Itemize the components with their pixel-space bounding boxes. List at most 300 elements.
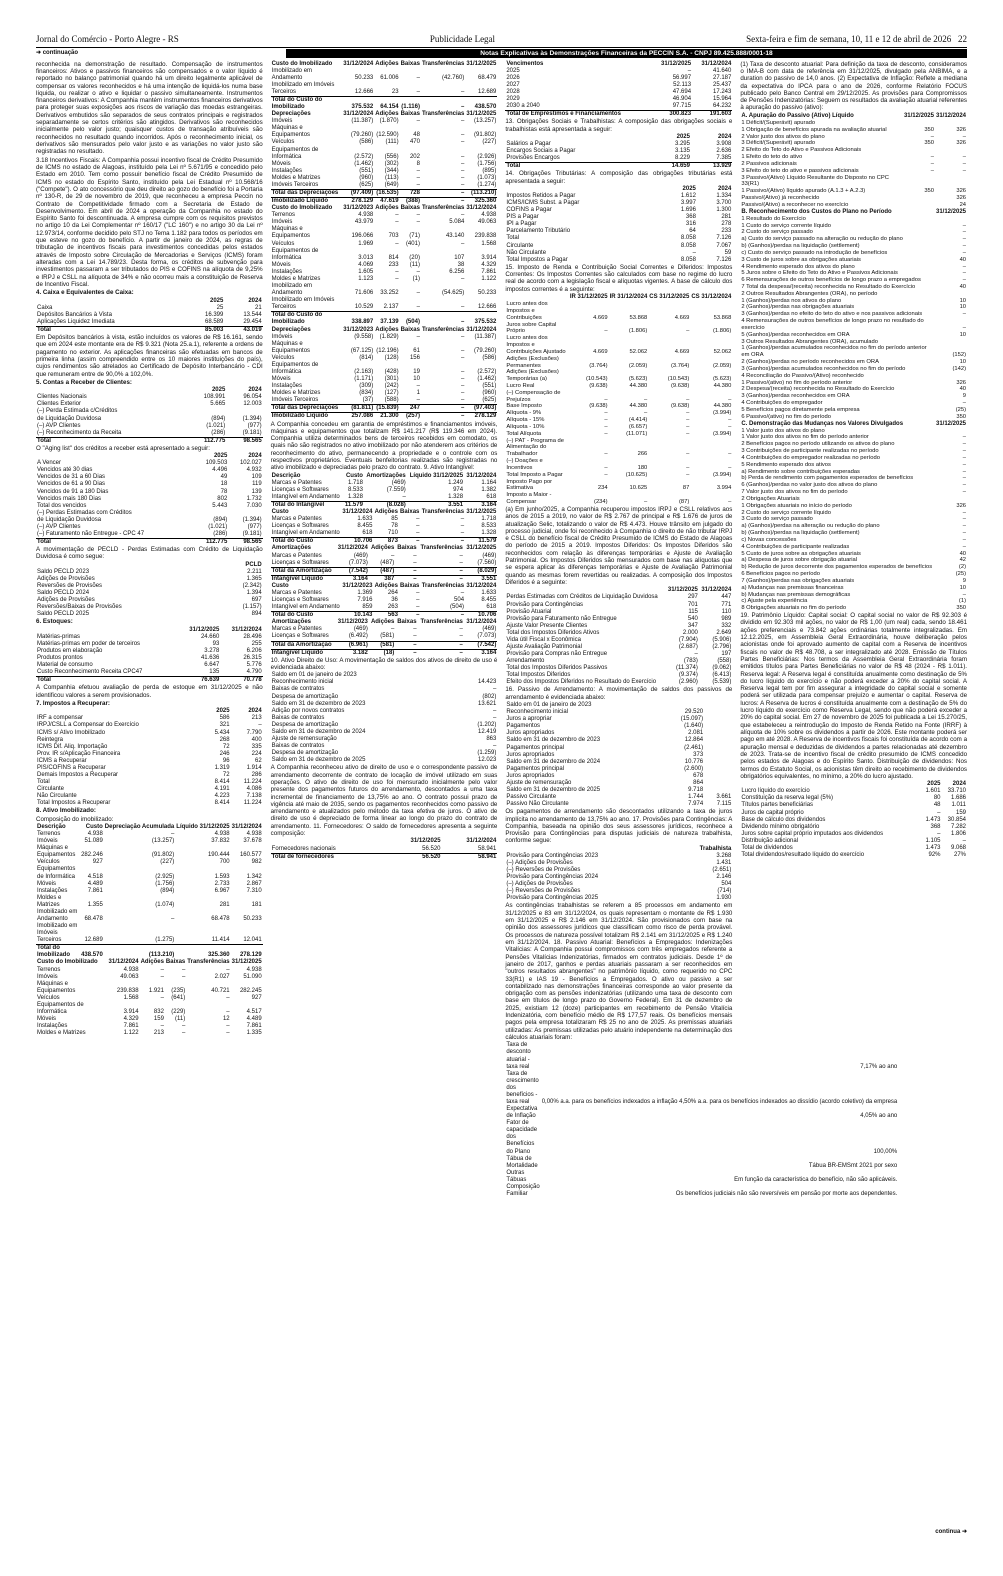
- table-cell: 3 (Ganhos)/perdas reconhecidos em ORA: [741, 393, 850, 400]
- table-header-row: [271, 327, 498, 334]
- table-cell: Máquinas e Equipamentos: [271, 340, 311, 354]
- table-row: [271, 729, 498, 736]
- table-row: [271, 139, 498, 146]
- table-row: [740, 482, 967, 489]
- table-cell: Total: [37, 779, 50, 786]
- table-cell: 7 Valor justo dos ativos no fim do período: [741, 489, 848, 496]
- table-cell: Passivo Circulante: [506, 794, 557, 801]
- table-row: [271, 757, 498, 764]
- table-row: [36, 655, 263, 662]
- table-cell: ICMS a Recuperar: [37, 757, 87, 764]
- table-cell: (1.394): [242, 415, 262, 422]
- table-row: [271, 641, 498, 649]
- table-cell: (1.462): [354, 160, 374, 167]
- table-cell: ICMS Dif. Aliq. Importação: [37, 743, 108, 750]
- paragraph: (a) Em junho/2025, a Companhia recuperou impostos IRPJ e CSLL relativos aos anos de 2015 a 2019, no valor de R$ 2.767 de principal e R$ 1.676 de juros de atualização Selic, totalizando o valor de R$ 4.473. Houve trânsito em julgado do processo judicial, onde foi reconhecido à Companhia o direito de não tributar IRPJ e CSLL do benefício fiscal de Crédito Presumido de ICMS do Estado de Alagoas do período de 2015 a 2019. Impostos Diferidos: Os Impostos Diferidos são reconhecidos com relação às diferenças temporárias e Ajuste de Avaliação Patrimonial. Os Impostos Diferidos são mensurados com base nas alíquotas que se espera aplicar às diferenças temporárias e Ajuste de Avaliação Patrimonial quando as mesmas forem revertidas ou realizadas. A composição dos Impostos Diferidos é a seguinte:: [505, 505, 733, 587]
- table-row: [740, 380, 967, 387]
- table-row: [505, 403, 732, 410]
- table-cell: 93: [212, 640, 220, 647]
- table-cell: 49: [220, 474, 228, 481]
- table-cell: 332: [721, 622, 732, 629]
- table-cell: (–) AVP Clientes: [37, 523, 81, 530]
- column-header: [36, 298, 186, 305]
- column-header: 31/12/2024: [343, 111, 374, 118]
- table-cell: 2.649: [716, 629, 732, 636]
- table-cell: 8 Obrigações atuariais no fim do período: [741, 605, 847, 612]
- table-cell: 1 (Ganhos)/perdas acumulados reconhecidos no fim do período anterior em ORA: [741, 345, 927, 359]
- table-cell: 1 Passivo/(Ativo) líquido apurado (A.1.3 + A.2.3): [741, 188, 866, 195]
- table-row: [505, 424, 732, 431]
- table-cell: 6 Benefícios pagos no período: [741, 571, 820, 578]
- table-cell: Juros apropriados: [506, 751, 555, 758]
- table-cell: Produtos prontos: [37, 655, 83, 662]
- table-cell: [935, 120, 967, 127]
- table-cell: –: [460, 275, 465, 282]
- table-cell: 18: [220, 481, 228, 488]
- table-cell: Alíquota - 15%: [506, 417, 545, 424]
- lease-liability-table: [505, 702, 732, 808]
- table-cell: 2.027: [214, 973, 230, 980]
- table-cell: (9.558): [354, 333, 374, 340]
- table-cell: (3.994): [712, 410, 732, 417]
- table-row: [505, 235, 732, 242]
- table-row: [505, 335, 732, 355]
- table-cell: 12.666: [477, 304, 497, 311]
- table-cell: 33.252: [380, 290, 399, 297]
- table-cell: 233: [388, 261, 399, 268]
- table-header-row: [271, 509, 498, 516]
- table-cell: 3.997: [680, 200, 696, 207]
- table-cell: 2 Outros Resultados Abrangentes (ORA), no período: [741, 290, 878, 297]
- table-cell: Expectativa de Inflação: [506, 1106, 538, 1120]
- table-row: [36, 401, 263, 408]
- table-row: [740, 291, 967, 298]
- table-cell: 50.233: [477, 290, 497, 297]
- paragraph: Composição do imobilizado:: [36, 815, 114, 823]
- table-cell: (15.097): [680, 716, 704, 723]
- table-row: [36, 793, 263, 800]
- table-row: [740, 817, 967, 824]
- table-cell: 96: [222, 757, 230, 764]
- table-cell: (302): [384, 160, 399, 167]
- table-cell: 1.806: [951, 830, 967, 837]
- column-header: [740, 781, 920, 788]
- table-row: [36, 430, 263, 438]
- table-row: [505, 679, 732, 686]
- table-cell: (10.543): [667, 376, 690, 383]
- table-cell: de Liquidação Duvidosa: [37, 415, 102, 422]
- column-header: 31/12/2024: [466, 619, 497, 626]
- table-cell: 5.776: [246, 662, 262, 669]
- table-cell: (581): [369, 641, 395, 649]
- table-cell: (1.806): [712, 328, 732, 335]
- table-cell: 98.565: [226, 437, 262, 445]
- table-cell: (20): [409, 254, 420, 261]
- table-cell: Total das Depreciações: [271, 190, 343, 198]
- table-header-row: [271, 473, 498, 480]
- table-cell: (1.806): [628, 328, 648, 335]
- table-cell: 7.067: [716, 242, 732, 249]
- table-cell: 3 Passivo/(Ativo) Líquido Resultante do Disposto no CPC 33(R1): [741, 174, 889, 188]
- table-cell: 3.661: [716, 794, 732, 801]
- table-cell: –: [604, 471, 608, 478]
- table-cell: 586: [219, 715, 230, 722]
- table-cell: –: [181, 966, 186, 973]
- table-row: [36, 744, 263, 751]
- table-cell: Fornecedores nacionais: [271, 845, 336, 852]
- column-header: 31/12/2025: [935, 420, 967, 427]
- table-cell: Alíquota - 9%: [506, 410, 542, 417]
- table-cell: 1 Custo do serviço corrente líquido: [741, 222, 831, 229]
- table-cell: (469): [353, 552, 368, 559]
- table-cell: –: [421, 405, 465, 413]
- table-cell: 4.518: [87, 873, 103, 880]
- table-cell: –: [728, 451, 732, 458]
- table-row: [505, 68, 732, 75]
- table-cell: –: [416, 268, 420, 275]
- table-cell: (1.074): [155, 901, 175, 908]
- table-row: [36, 758, 263, 765]
- table-cell: (9.638): [589, 383, 608, 389]
- table-row: [740, 852, 967, 859]
- table-row: [36, 786, 263, 793]
- table-cell: (9.638): [589, 403, 608, 410]
- table-row: [505, 322, 732, 336]
- column-header: 31/12/2024: [466, 326, 497, 333]
- table-cell: 3 Custo de juros sobre as obrigações atuariais: [741, 256, 861, 263]
- table-cell: Clientes Nacionais: [37, 394, 87, 401]
- table-row: [740, 264, 967, 271]
- fixed-assets-movement-table: [36, 959, 263, 1037]
- table-cell: 6.647: [204, 662, 220, 669]
- table-cell: c) Novas concessões: [741, 536, 797, 543]
- table-cell: –: [493, 714, 497, 721]
- table-cell: 1.593: [214, 873, 230, 880]
- table-row: [36, 751, 263, 758]
- table-cell: –: [226, 994, 230, 1001]
- table-cell: (469): [391, 479, 406, 486]
- table-header-row: [505, 134, 732, 141]
- table-cell: 44.380: [629, 383, 648, 389]
- table-cell: –: [460, 132, 465, 139]
- table-cell: 5.434: [214, 729, 230, 736]
- table-cell: –: [604, 430, 608, 437]
- column-header: Adições: [370, 619, 395, 626]
- column-header: Custo do Imobilizado: [37, 959, 98, 966]
- table-cell: 3.164: [335, 575, 368, 583]
- table-cell: b) (Ganhos)/perdas na liquidação (settlement): [741, 243, 860, 250]
- table-cell: 8.455: [481, 597, 497, 604]
- column-header: [505, 587, 665, 594]
- table-cell: Não Circulante: [506, 249, 547, 256]
- table-cell: b) Mudanças nas premissas demográficas: [741, 591, 851, 598]
- table-row: [271, 168, 498, 175]
- table-row: [271, 708, 498, 715]
- table-cell: 12.864: [684, 737, 704, 744]
- table-row: [271, 633, 498, 641]
- table-cell: –: [416, 212, 420, 219]
- column-header: 31/12/2024: [466, 205, 497, 212]
- table-cell: 224: [251, 750, 262, 757]
- table-cell: Total Impostos a Recuperar: [37, 800, 111, 807]
- table-cell: 1.696: [680, 207, 696, 214]
- table-cell: 44.380: [629, 403, 648, 410]
- table-row: [740, 127, 967, 134]
- table-row: [271, 405, 498, 413]
- table-cell: (401): [405, 240, 420, 247]
- table-header-row: [36, 959, 263, 966]
- column-header: Amortizações: [366, 472, 406, 479]
- table-cell: 1.319: [214, 764, 230, 771]
- table-row: [36, 437, 263, 445]
- table-cell: 1 Obrigações atuariais no início do período: [741, 502, 852, 509]
- table-cell: –: [962, 530, 967, 537]
- table-cell: 108.991: [203, 394, 226, 401]
- table-cell: (2.926): [477, 153, 497, 160]
- table-cell: –: [459, 633, 463, 640]
- table-cell: 974: [453, 486, 464, 493]
- table-cell: 3.914: [481, 254, 497, 261]
- table-cell: 12.041: [243, 937, 262, 944]
- table-cell: Clientes Exterior: [37, 401, 82, 408]
- table-cell: 8: [416, 160, 420, 167]
- table-cell: 19: [413, 368, 420, 375]
- table-row: [36, 765, 263, 772]
- table-cell: 5 Rendimento esperado dos ativos: [741, 461, 831, 468]
- table-cell: Marcas e Patentes: [271, 589, 322, 596]
- table-cell: 7.861: [87, 887, 103, 894]
- table-cell: Lucro antes dos Impostos e Contribuições Ajustado: [506, 335, 566, 355]
- table-cell: –: [460, 181, 465, 188]
- table-row: [36, 569, 263, 576]
- table-cell: 49.063: [120, 973, 139, 980]
- table-cell: (714): [717, 888, 732, 895]
- table-cell: Provisão para Contingências 2025: [506, 895, 599, 902]
- table-cell: Ajuste de remensuração: [506, 779, 572, 786]
- table-row: [271, 530, 498, 538]
- table-cell: 61: [413, 347, 420, 354]
- column-header: 31/12/2024: [466, 838, 497, 845]
- table-cell: (1.394): [242, 516, 262, 523]
- table-cell: 1.930: [716, 895, 732, 902]
- table-row: [505, 472, 732, 479]
- table-cell: Equipamentos de Informática: [37, 866, 76, 880]
- table-cell: 278.129: [342, 198, 374, 206]
- table-cell: 1 Efeito do teto do ativo: [741, 154, 803, 161]
- table-row: [36, 881, 263, 888]
- table-cell: (1.756): [155, 880, 175, 887]
- table-cell: (–) Compensação de Prejuízos: [506, 389, 561, 403]
- table-row: [271, 597, 498, 604]
- table-cell: (6.413): [712, 672, 732, 679]
- table-cell: (814): [359, 354, 374, 361]
- table-cell: 927: [251, 994, 262, 1001]
- column-header: [36, 562, 218, 569]
- table-cell: 2 Benefícios pagos no período utilizando os ativos do plano: [741, 441, 895, 448]
- table-cell: 266: [637, 451, 648, 458]
- table-cell: (1.157): [242, 604, 262, 611]
- table-cell: (25): [955, 571, 967, 578]
- table-cell: Lucro antes dos Impostos e Contribuições: [506, 301, 548, 321]
- table-cell: (1.870): [379, 118, 399, 125]
- depreciation-table: [271, 111, 498, 205]
- table-cell: 112.775: [194, 539, 228, 547]
- table-row: [271, 334, 498, 341]
- table-cell: (5.623): [628, 376, 648, 383]
- table-cell: PIS a Pagar: [506, 214, 539, 221]
- table-cell: 1.122: [123, 1030, 139, 1037]
- table-cell: Saldo PECLD 2025: [37, 611, 90, 618]
- table-cell: [903, 147, 935, 154]
- column-header: 2025: [211, 387, 226, 394]
- table-cell: 1.732: [246, 495, 262, 502]
- table-cell: 109.503: [205, 460, 228, 467]
- table-row: [36, 1002, 263, 1016]
- table-cell: 814: [388, 254, 399, 261]
- table-cell: Reconhecimento inicial: [506, 709, 569, 716]
- table-cell: 504: [721, 881, 732, 888]
- table-cell: (142): [952, 365, 967, 372]
- paragraph: A Companhia concedeu em garantia de empréstimos e financiamentos imóveis, máquinas e equipamentos que totalizam R$ 141.217 (R$ 119.346 em 2024). Companhia utiliza determinados bens de terceiros recebidos em comodato, os quais não são registrados no ativo imobilizado por não atenderem aos critérios de reconhecimento do ativo, permanecendo a propriedade e o controle com os respectivos proprietários. Eventuais benfeitorias realizadas são registradas no ativo imobilizado e depreciadas pelo prazo do contrato. 9. Ativo Intangível:: [270, 420, 498, 472]
- table-cell: –: [413, 633, 417, 640]
- table-cell: 3.994: [716, 485, 732, 492]
- table-cell: –: [416, 333, 420, 340]
- table-row: [505, 881, 732, 888]
- table-cell: Imóveis: [37, 973, 58, 980]
- table-row: [505, 602, 732, 609]
- table-cell: –: [930, 160, 934, 167]
- table-cell: (504): [400, 312, 421, 327]
- table-cell: (229): [171, 1009, 186, 1016]
- table-cell: 864: [693, 779, 704, 786]
- column-header: 31/12/2024: [342, 509, 373, 516]
- table-cell: –: [937, 809, 941, 816]
- table-cell: (227): [482, 139, 497, 146]
- dividends-table: [740, 781, 967, 859]
- table-cell: 7.310: [246, 887, 262, 894]
- table-cell: –: [416, 530, 420, 537]
- table-cell: 3 (Ganhos)/perdas no efeito do teto do ativo e nos passivos adicionais: [741, 311, 923, 318]
- table-row: [271, 262, 498, 269]
- table-row: [271, 715, 498, 722]
- column-4: [740, 61, 967, 1441]
- table-cell: 326: [956, 194, 967, 201]
- table-cell: –: [962, 243, 967, 250]
- table-cell: Terrenos: [37, 831, 61, 838]
- table-cell: –: [930, 167, 934, 174]
- table-cell: (487): [369, 567, 395, 575]
- column-header: Descrição: [271, 472, 301, 479]
- table-cell: (42.760): [441, 74, 465, 81]
- table-cell: 4.223: [214, 793, 230, 800]
- table-cell: [935, 496, 967, 503]
- table-cell: Total do Custo do Imobilizado: [271, 97, 343, 112]
- table-cell: Marcas e Patentes: [271, 626, 322, 633]
- table-cell: –: [460, 153, 465, 160]
- table-row: [505, 867, 732, 874]
- notice-banner: [36, 49, 967, 59]
- table-cell: 11.224: [243, 779, 262, 786]
- table-row: [271, 147, 498, 161]
- table-cell: 297: [687, 594, 698, 601]
- table-cell: Intangível em Andamento: [271, 604, 340, 611]
- table-cell: 347: [687, 622, 698, 629]
- table-cell: 247: [400, 405, 421, 413]
- table-cell: (9.638): [670, 403, 690, 410]
- table-cell: 53.868: [713, 314, 732, 321]
- table-row: [505, 766, 732, 773]
- table-cell: –: [686, 471, 690, 478]
- table-cell: 263: [387, 604, 398, 611]
- column-header: Custo: [271, 509, 289, 516]
- table-cell: 618: [486, 493, 497, 500]
- table-cell: –: [418, 567, 464, 575]
- table-cell: 85.003: [186, 326, 224, 334]
- column-header: 31/12/2023: [342, 582, 373, 589]
- table-row: [271, 480, 498, 487]
- table-cell: a) Mudanças nas premissas financeiras: [741, 584, 844, 591]
- table-cell: 135: [209, 669, 220, 676]
- table-cell: 41.640: [712, 67, 732, 74]
- table-cell: 771: [721, 601, 732, 608]
- table-cell: 112.775: [185, 437, 226, 445]
- table-cell: 49.063: [477, 219, 497, 226]
- table-cell: Juros sobre capital próprio imputados aos dividendos: [741, 830, 884, 837]
- table-header-row: [505, 587, 732, 594]
- column-header: 2024: [717, 185, 732, 192]
- table-cell: 15.964: [712, 96, 732, 102]
- table-cell: 202: [409, 153, 420, 160]
- table-cell: 1: [416, 390, 420, 397]
- table-row: [740, 605, 967, 612]
- table-cell: Total dos Impostos Diferidos Ativos: [506, 629, 600, 636]
- table-row: [505, 141, 732, 148]
- table-cell: –: [226, 1009, 230, 1016]
- table-cell: Ajuste de remensuração: [271, 735, 337, 742]
- table-cell: 2.137: [383, 304, 399, 311]
- table-cell: 2.211: [247, 568, 262, 575]
- table-row: [36, 539, 263, 547]
- table-cell: 27%: [954, 851, 967, 858]
- table-cell: c) Ajuste pela experiência: [741, 598, 808, 605]
- table-cell: Imobilizado em Imóveis Terceiros: [271, 297, 335, 311]
- table-row: [271, 590, 498, 597]
- table-cell: (556): [384, 153, 399, 160]
- table-cell: 59: [724, 249, 732, 256]
- column-header: [505, 294, 569, 301]
- table-cell: Imobilizado Líquido: [271, 413, 343, 421]
- table-row: [505, 609, 732, 616]
- table-cell: 3 Custo do serviço passado: [741, 516, 813, 523]
- table-header-row: [740, 421, 967, 428]
- table-cell: –: [694, 651, 698, 658]
- table-cell: (13.257): [151, 838, 175, 845]
- intangible-table: [271, 473, 498, 509]
- table-cell: 1.382: [481, 486, 497, 493]
- table-cell: 4.517: [246, 1009, 262, 1016]
- table-cell: 300.823: [652, 111, 692, 119]
- table-row: [36, 923, 263, 945]
- table-row: [36, 669, 263, 677]
- table-header-row: [505, 186, 732, 193]
- table-cell: –: [416, 397, 420, 404]
- table-cell: 368: [685, 214, 696, 221]
- table-cell: 4.496: [212, 467, 228, 474]
- table-cell: –: [460, 368, 465, 375]
- column-header: Baixas: [165, 959, 186, 966]
- table-cell: Juros de capital próprio: [741, 809, 804, 816]
- table-cell: (113.210): [465, 190, 497, 198]
